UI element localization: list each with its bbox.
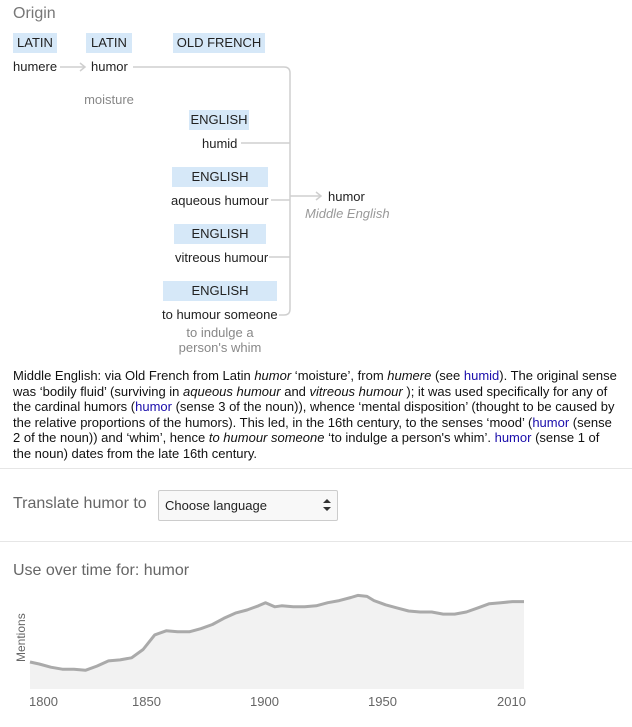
para-text: and: [280, 383, 310, 399]
para-text: ‘to indulge a person's whim’.: [324, 430, 495, 446]
tag-english-2: ENGLISH: [172, 167, 268, 187]
tag-english-1: ENGLISH: [189, 110, 249, 130]
para-text: ); it was used specifically for any of the cardinal humors (: [13, 383, 608, 415]
para-text: (sense 3 of the noun)), whence ‘mental disposition’ (thought to be caused by the relative proportions of the humors). This led, in the 16th century, to the senses ‘mood’ (: [13, 399, 615, 430]
tag-latin-2: LATIN: [86, 33, 132, 53]
tick-2010: 2010: [497, 694, 526, 709]
language-select-value: Choose language: [165, 498, 267, 513]
translate-label: Translate humor to: [13, 495, 147, 512]
usage-heading: Use over time for: humor: [13, 562, 190, 579]
origin-connectors: [0, 0, 632, 360]
word-humor-result: humor: [328, 189, 365, 204]
word-humere: humere: [13, 59, 58, 74]
select-arrows-icon: [323, 498, 331, 512]
word-middle-english: Middle English: [305, 206, 390, 221]
para-text: ‘moisture’, from: [291, 368, 388, 383]
word-aqueous-humour: aqueous humour: [171, 193, 269, 208]
tick-1900: 1900: [250, 694, 279, 709]
gloss-moisture: moisture: [84, 92, 134, 107]
para-italic: vitreous humour: [309, 383, 403, 399]
word-vitreous-humour: vitreous humour: [175, 250, 269, 265]
tag-english-4: ENGLISH: [163, 281, 277, 301]
tick-1800: 1800: [29, 694, 58, 709]
usage-area: [30, 595, 524, 689]
para-text: (sense 2 of the noun)) and ‘whim’, hence: [13, 414, 612, 446]
tag-old-french: OLD FRENCH: [173, 33, 265, 53]
link-humor-sense-3[interactable]: humor: [135, 399, 172, 415]
para-italic: to humour someone: [208, 430, 325, 446]
origin-heading: Origin: [13, 5, 56, 22]
etymology-paragraph: [13, 368, 619, 462]
para-text: Middle English: via Old French from Latin: [13, 368, 255, 383]
link-humor-sense-2[interactable]: humor: [532, 414, 570, 430]
para-text: ). The original sense was ‘bodily fluid’ (surviving in: [13, 368, 617, 399]
word-humor-latin: humor: [91, 59, 128, 74]
usage-ylabel: Mentions: [14, 613, 28, 662]
para-text: (see: [431, 368, 464, 383]
para-text: (sense 1 of the noun) dates from the late 16th century.: [13, 430, 600, 461]
gloss-indulge-2: person's whim: [178, 340, 262, 355]
tag-latin-1: LATIN: [13, 33, 57, 53]
para-italic: aqueous humour: [183, 383, 281, 399]
divider: [0, 541, 632, 542]
language-select[interactable]: [158, 490, 338, 521]
word-humid: humid: [202, 136, 238, 151]
tick-1850: 1850: [132, 694, 161, 709]
para-italic: humere: [387, 368, 432, 383]
para-italic: humor: [254, 368, 292, 383]
tag-english-3: ENGLISH: [174, 224, 266, 244]
divider: [0, 468, 632, 469]
link-humid[interactable]: humid: [463, 368, 500, 383]
link-humor-sense-1[interactable]: humor: [494, 430, 532, 446]
word-to-humour-someone: to humour someone: [162, 307, 278, 322]
tick-1950: 1950: [368, 694, 397, 709]
usage-chart: [0, 585, 632, 690]
gloss-indulge-1: to indulge a: [186, 325, 254, 340]
